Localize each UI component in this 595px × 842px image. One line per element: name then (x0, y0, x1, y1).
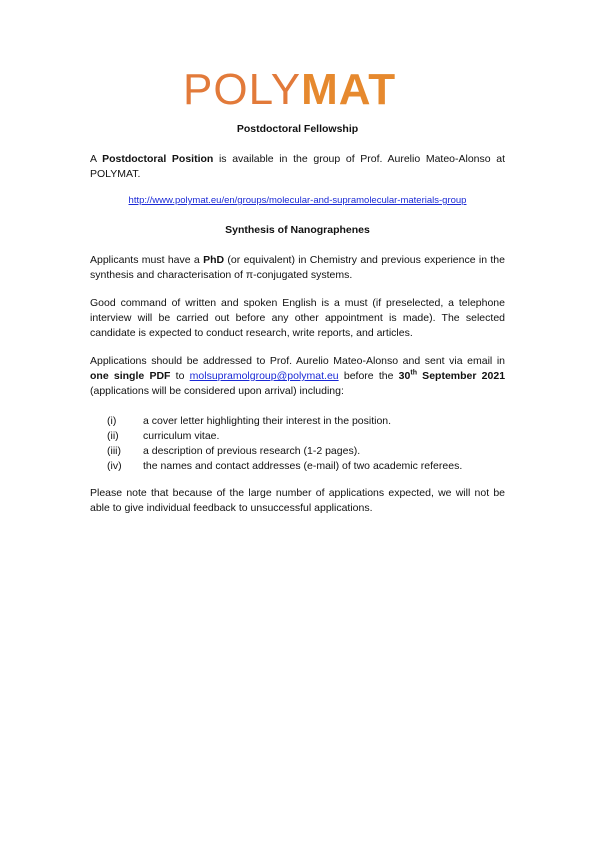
logo-poly: POLY (183, 65, 302, 114)
requirements-list (107, 414, 462, 474)
single-pdf-bold: one single PDF (90, 370, 171, 382)
deadline-bold: 30th September 2021 (398, 369, 506, 382)
polymat-logo (183, 64, 396, 112)
applications-paragraph: Applications should be addressed to Prof. Aurelio Mateo-Alonso and sent via email in one single PDF to molsupramolgroup@polymat.eu before the 30th September 2021 (applications will be considered upon arrival) including: (90, 355, 506, 397)
list-item: (iv) the names and contact addresses (e-mail) of two academic referees. (107, 460, 463, 472)
subtitle: Synthesis of Nanographenes (225, 224, 370, 236)
email-link[interactable]: molsupramolgroup@polymat.eu (189, 370, 339, 382)
phd-bold: PhD (203, 254, 225, 266)
group-url-line (0, 195, 595, 206)
list-item: (ii) curriculum vitae. (107, 430, 220, 442)
requirements-paragraph: Applicants must have a PhD (or equivalent) in Chemistry and previous experience in the synthesis and characterisation of π-conjugated systems. (90, 254, 505, 281)
position-bold: Postdoctoral Position (102, 153, 214, 165)
intro-paragraph: A Postdoctoral Position is available in the group of Prof. Aurelio Mateo-Alonso at POLYMAT. (90, 153, 506, 180)
note-paragraph: Please note that because of the large number of applications expected, we will not be able to give individual feedback to unsuccessful applications. (90, 487, 505, 514)
list-item: (i) a cover letter highlighting their interest in the position. (107, 415, 392, 427)
english-paragraph: Good command of written and spoken English is a must (if preselected, a telephone interview will be carried out before any other appointment is made). The selected candidate is expected to conduct research, write reports, and articles. (90, 297, 505, 339)
list-item: (iii) a description of previous research (1-2 pages). (107, 445, 361, 457)
page-title: Postdoctoral Fellowship (236, 123, 359, 135)
logo-mat: MAT (301, 65, 397, 114)
group-url-link[interactable]: http://www.polymat.eu/en/groups/molecular-and-supramolecular-materials-group (128, 195, 467, 206)
